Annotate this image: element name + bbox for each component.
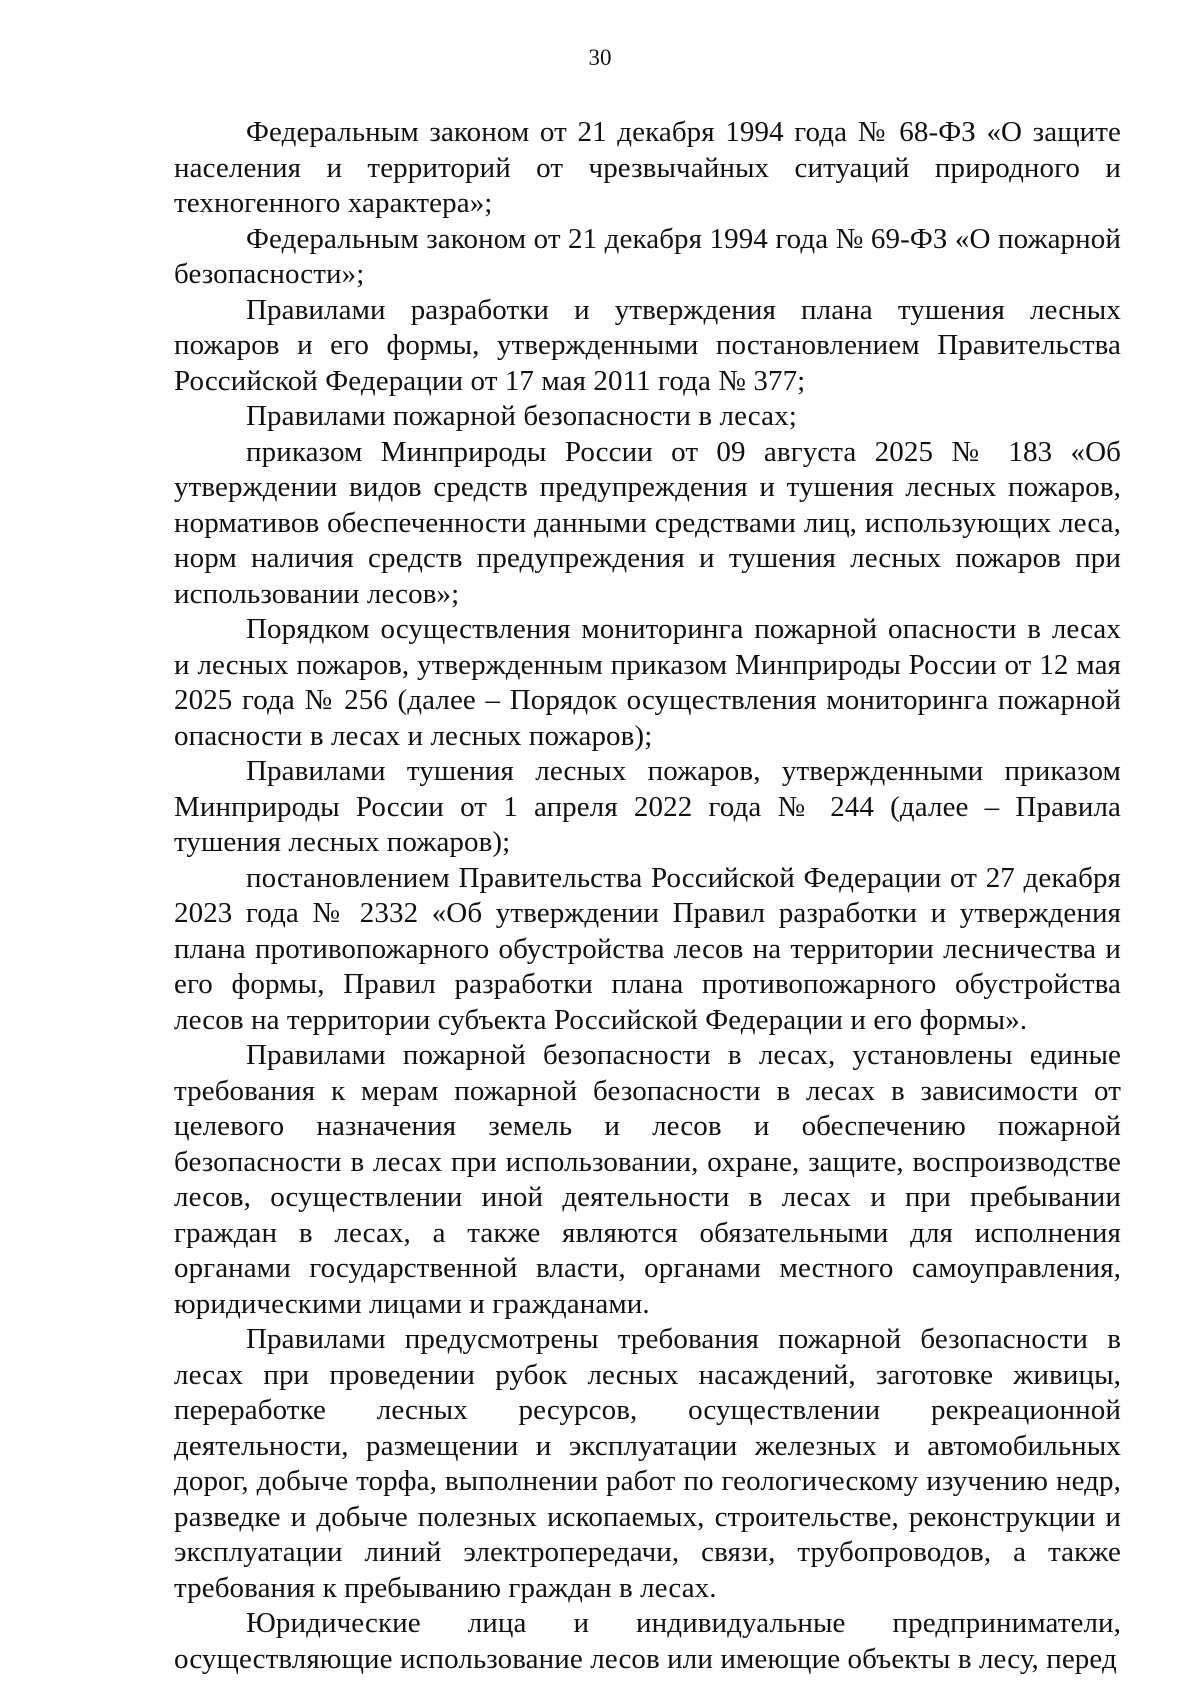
paragraph-legal-entities: Юридические лица и индивидуальные предприниматели, осуществляющие использование лесов или имеющие объекты в лесу, перед	[174, 1607, 1121, 1675]
paragraph-law-69fz: Федеральным законом от 21 декабря 1994 года № 69-ФЗ «О пожарной безопасности»;	[174, 222, 1121, 290]
paragraph-law-68fz: Федеральным законом от 21 декабря 1994 года № 68-ФЗ «О защите населения и территорий от чрезвычайных ситуаций природного и техногенного характера»;	[174, 116, 1121, 219]
document-body	[174, 115, 1121, 1677]
paragraph-rules-provisions: Правилами предусмотрены требования пожарной безопасности в лесах при проведении рубок лесных насаждений, заготовке живицы, переработке лесных ресурсов, осуществлении рекреационной деятельности, размещении и эксплуатации железных и автомобильных дорог, добыче торфа, выполнении работ по геологическому изучению недр, разведке и добыче полезных ископаемых, строительстве, реконструкции и эксплуатации линий электропередачи, связи, трубопроводов, а также требования к пребыванию граждан в лесах.	[174, 1323, 1121, 1604]
paragraph-rules-plan-377: Правилами разработки и утверждения плана тушения лесных пожаров и его формы, утвержденными постановлением Правительства Российской Федерации от 17 мая 2011 года № 377;	[174, 293, 1121, 397]
paragraph-resolution-2332: постановлением Правительства Российской Федерации от 27 декабря 2023 года № 2332 «Об утверждении Правил разработки и утверждения плана противопожарного обустройства лесов на территории лесничества и его формы, Правил разработки плана противопожарного обустройства лесов на территории субъекта Российской Федерации и его формы».	[174, 861, 1121, 1036]
paragraph-order-183: приказом Минприроды России от 09 августа 2025 № 183 «Об утверждении видов средств предупреждения и тушения лесных пожаров, нормативов обеспеченности данными средствами лиц, использующих леса, норм наличия средств предупреждения и тушения лесных пожаров при использовании лесов»;	[174, 435, 1121, 610]
paragraph-monitoring-order-256: Порядком осуществления мониторинга пожарной опасности в лесах и лесных пожаров, утвержденным приказом Минприроды России от 12 мая 2025 года № 256 (далее – Порядок осуществления мониторинга пожарной опасности в лесах и лесных пожаров);	[174, 613, 1121, 752]
paragraph-fire-safety-rules: Правилами пожарной безопасности в лесах;	[246, 400, 797, 432]
paragraph-unified-requirements: Правилами пожарной безопасности в лесах, установлены единые требования к мерам пожарной безопасности в лесах в зависимости от целевого назначения земель и лесов и обеспечению пожарной безопасности в лесах при использовании, охране, защите, воспроизводстве лесов, осуществлении иной деятельности в лесах и при пребывании граждан в лесах, а также являются обязательными для исполнения органами государственной власти, органами местного самоуправления, юридическими лицами и гражданами.	[174, 1039, 1121, 1320]
paragraph-extinguishing-rules-244: Правилами тушения лесных пожаров, утвержденными приказом Минприроды России от 1 апреля 2022 года № 244 (далее – Правила тушения лесных пожаров);	[174, 755, 1121, 858]
page-number: 30	[588, 45, 612, 70]
